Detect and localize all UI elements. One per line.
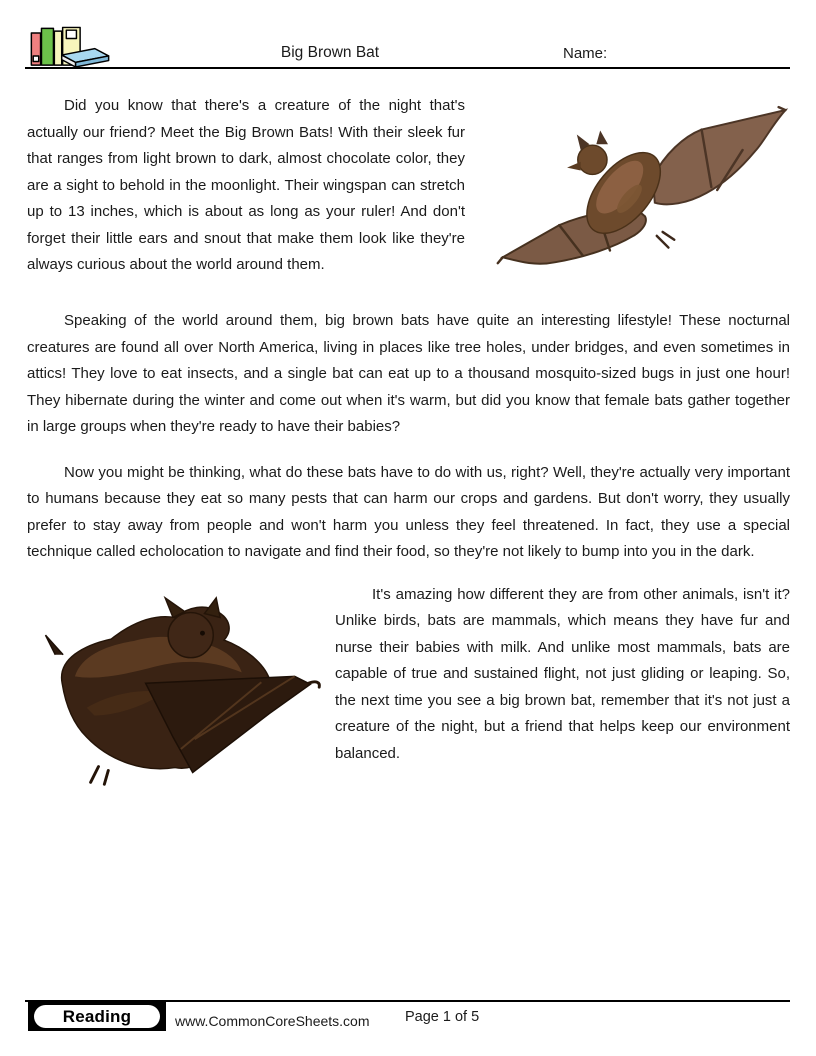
bat-perched-image (27, 590, 323, 798)
paragraph-1: Did you know that there's a creature of the night that's actually our friend? Meet the Big Brown Bats! With their sleek fur that ranges from light brown to dark, almost chocolate color, they are a sight to behold in the moonlight. Their wingspan can stretch up to 13 inches, which is about as long as your ruler! And don't forget their little ears and snout that make them look like they're always curious about the world around them. (27, 97, 465, 273)
section-closing (27, 582, 790, 798)
passage-content (27, 69, 790, 798)
page-title: Big Brown Bat (280, 44, 380, 61)
section-intro (27, 93, 790, 289)
category-badge (28, 1002, 166, 1031)
paragraph-3: Now you might be thinking, what do these bats have to do with us, right? Well, they're actually very important to humans because they eat so many pests that can harm our crops and gardens. But don't worry, they usually prefer to stay away from people and won't harm you unless they feel threatened. In fact, they use a special technique called echolocation to navigate and find their food, so they're not likely to bump into you in the dark. (27, 463, 790, 560)
paragraph-2: Speaking of the world around them, big brown bats have quite an interesting lifestyle! These nocturnal creatures are found all over North America, living in places like tree holes, under bridges, and even sometimes in attics! They love to eat insects, and a single bat can eat up to a thousand mosquito-sized bugs in just one hour! They hibernate during the winter and come out when it's warm, but did you know that female bats gather together in large groups when they're ready to have their babies? (27, 312, 790, 435)
books-icon (25, 21, 115, 67)
paragraph-4: It's amazing how different they are from other animals, isn't it? Unlike birds, bats are mammals, which means they have fur and nurse their babies with milk. And unlike most mammals, bats are capable of true and sustained flight, not just gliding or leaping. So, the next time you see a big brown bat, remember that it's not just a creature of the night, but a friend that helps keep our environment balanced. (335, 585, 790, 762)
website-url: www.CommonCoreSheets.com (175, 1013, 370, 1029)
page-footer (25, 1000, 790, 1036)
name-field-label: Name: (563, 45, 608, 62)
page-header (25, 0, 790, 69)
bat-flying-image (491, 93, 803, 289)
page-number: Page 1 of 5 (405, 1009, 480, 1025)
category-badge-label: Reading (34, 1005, 160, 1028)
